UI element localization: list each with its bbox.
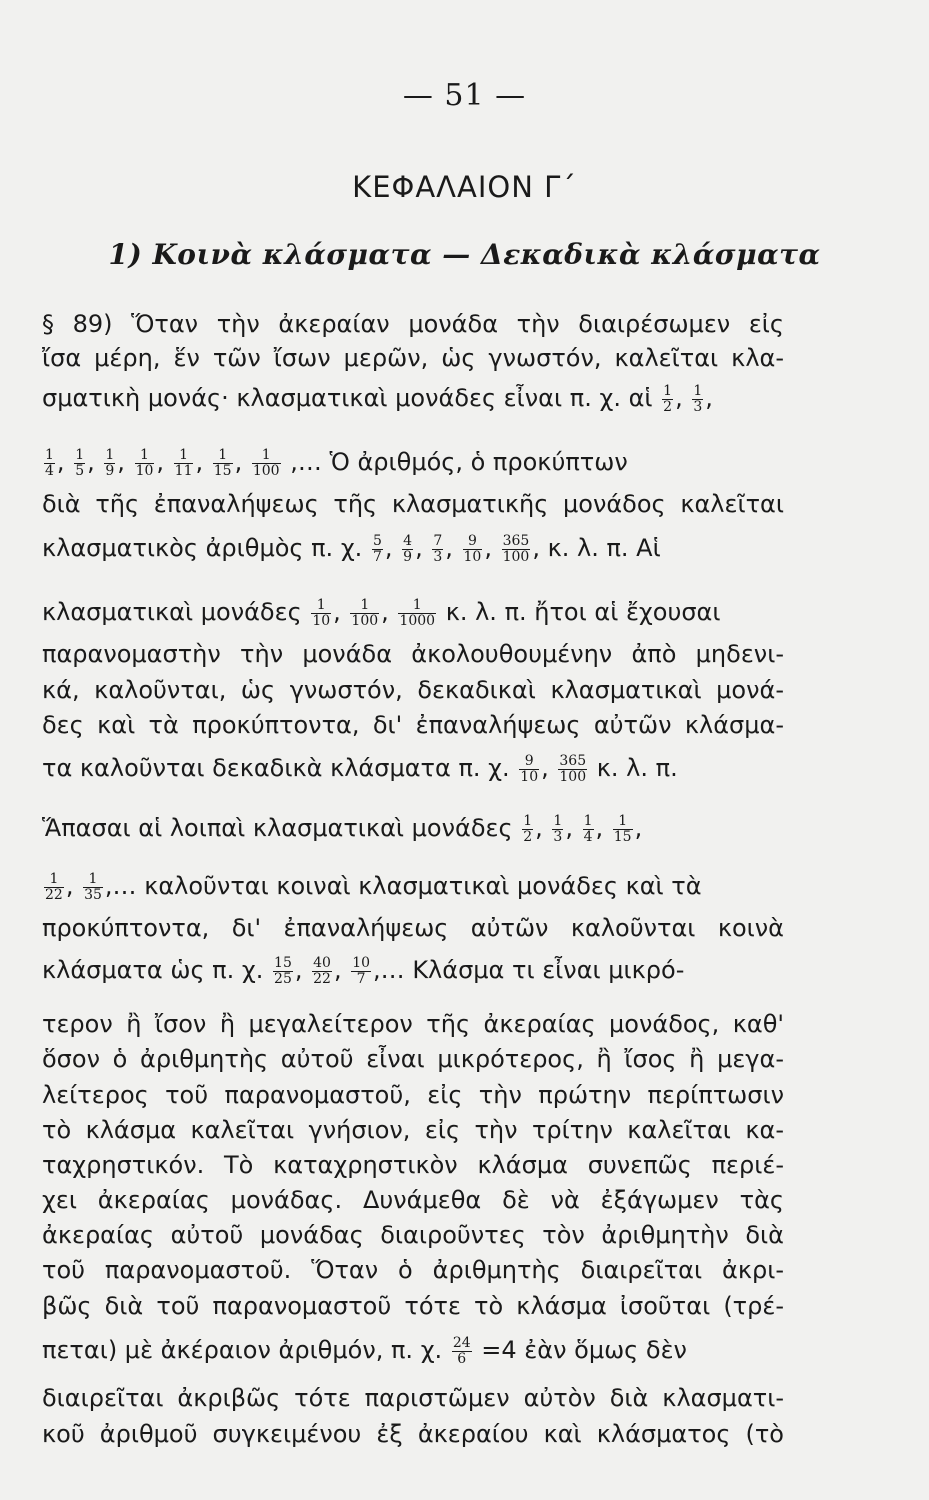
fraction-denominator: 100 (502, 548, 530, 565)
text-line: ταχρηστικόν. Τὸ καταχρηστικὸν κλάσμα συνεπῶς περιέ- (42, 1151, 784, 1179)
fraction-denominator: 10 (520, 768, 539, 785)
fraction-numerator: 1 (45, 446, 54, 463)
fraction (83, 872, 103, 903)
fraction (135, 448, 155, 479)
text-line: διὰ τῆς ἐπαναλήψεως τῆς κλασματικῆς μονάδος καλεῖται (42, 490, 784, 518)
text-line: χει ἀκεραίας μονάδας. Δυνάμεθα δὲ νὰ ἐξάγωμεν τὰς (42, 1186, 784, 1214)
fraction (402, 534, 413, 565)
fraction-numerator: 10 (352, 954, 371, 971)
fraction-numerator: 1 (75, 446, 85, 463)
section-title: 1) Κοινὰ κλάσματα — Δεκαδικὰ κλάσματα (108, 238, 821, 271)
text-line: Ἅπασαι αἱ λοιπαὶ κλασματικαὶ μονάδες $\frac{1}{2}$ , $\frac{1}{3}$ , $\frac{1}{4}$ , $\frac{1}{15}$ , (42, 812, 643, 845)
fraction-denominator: 4 (45, 462, 54, 479)
chapter-heading: ΚΕΦΑΛΑΙΟΝ Γ΄ (352, 170, 577, 204)
fraction-denominator: 10 (463, 548, 482, 565)
fraction-group: $\frac{1}{4}$ , $\frac{1}{5}$ , $\frac{1}{9}$ , $\frac{1}{10}$ , $\frac{1}{11}$ , $\frac{1}{15}$ , $\frac{1}{100}$ (45, 446, 280, 479)
text-line: σματικὴ μονάς· κλασματικαὶ μονάδες εἶναι π. χ. αἱ $\frac{1}{2}$ , $\frac{1}{3}$ , (42, 382, 713, 415)
fraction-numerator: 5 (372, 532, 382, 549)
fraction-denominator: 7 (372, 548, 382, 565)
fraction-numerator: 1 (252, 448, 281, 464)
fraction-numerator: 365 (559, 752, 587, 769)
fraction (613, 814, 633, 845)
fraction-denominator: 15 (613, 828, 632, 845)
fraction-denominator: 9 (403, 548, 413, 565)
fraction-numerator: 4 (403, 532, 413, 549)
fraction (558, 754, 587, 785)
fraction (44, 872, 64, 903)
fraction-numerator: 1 (523, 812, 533, 829)
fraction (104, 448, 115, 479)
text-line: κοῦ ἀριθμοῦ συγκειμένου ἐξ ἀκεραίου καὶ κλάσματος (τὸ (42, 1420, 784, 1448)
fraction-numerator: 1 (311, 598, 331, 614)
fraction-numerator: 9 (519, 754, 539, 770)
fraction-group: $\frac{1}{2}$ , $\frac{1}{3}$ , (663, 382, 713, 415)
fraction (213, 448, 233, 479)
fraction (174, 448, 194, 479)
fraction-denominator: 9 (105, 462, 115, 479)
fraction-numerator: 15 (274, 954, 292, 971)
text-line: ἀκεραίας αὐτοῦ μονάδας διαιροῦντες τὸν ἀριθμητὴν διὰ (42, 1221, 784, 1249)
fraction-group: $\frac{9}{10}$ , $\frac{365}{100}$ (520, 752, 587, 785)
fraction-group: $\frac{1}{2}$ , $\frac{1}{3}$ , $\frac{1}{4}$ , $\frac{1}{15}$ , (523, 812, 643, 845)
fraction-denominator: 7 (356, 970, 366, 987)
fraction-numerator: 1 (135, 448, 155, 464)
fraction (552, 814, 563, 845)
fraction-numerator: 7 (433, 532, 443, 549)
fraction-numerator: 9 (463, 534, 483, 550)
fraction-denominator: 22 (45, 886, 63, 903)
fraction-numerator: 1 (553, 812, 563, 829)
text-line: βῶς διὰ τοῦ παρανομαστοῦ τότε τὸ κλάσμα ἰσοῦται (τρέ- (42, 1292, 784, 1320)
fraction-denominator: 100 (351, 612, 379, 629)
fraction-denominator: 11 (174, 462, 193, 479)
fraction-numerator: 1 (105, 446, 115, 463)
text-line: κλασματικαὶ μονάδες $\frac{1}{10}$ , $\frac{1}{100}$ , $\frac{1}{1000}$ κ. λ. π. ἤτοι αἱ ἔχουσαι (42, 596, 721, 629)
text-line: λείτερος τοῦ παρανομαστοῦ, εἰς τὴν πρώτην περίπτωσιν (42, 1081, 784, 1109)
fraction (351, 956, 371, 987)
text-line: ἴσα μέρη, ἕν τῶν ἴσων μερῶν, ὡς γνωστόν, καλεῖται κλα- (42, 344, 784, 372)
fraction (662, 384, 673, 415)
fraction-numerator: 1 (83, 872, 103, 888)
fraction-denominator: 3 (433, 548, 443, 565)
fraction (311, 598, 331, 629)
text-line: τα καλοῦνται δεκαδικὰ κλάσματα π. χ. $\frac{9}{10}$ , $\frac{365}{100}$ κ. λ. π. (42, 752, 678, 785)
text-line: διαιρεῖται ἀκριβῶς τότε παριστῶμεν αὐτὸν διὰ κλασματι- (42, 1384, 784, 1412)
page-number: — 51 — (402, 78, 527, 113)
fraction-denominator: 3 (553, 828, 563, 845)
fraction (252, 448, 281, 479)
fraction-denominator: 100 (559, 768, 587, 785)
fraction-denominator: 35 (84, 886, 102, 903)
fraction-numerator: 24 (452, 1334, 471, 1351)
text-line: τερον ἢ ἴσον ἢ μεγαλείτερον τῆς ἀκεραίας μονάδος, καθ' (42, 1010, 784, 1038)
fraction (583, 814, 594, 845)
fraction (692, 384, 703, 415)
fraction-group: $\frac{15}{25}$ , $\frac{40}{22}$ , $\frac{10}{7}$ ,… (274, 954, 413, 987)
fraction-numerator: 40 (313, 954, 331, 971)
fraction-numerator: 1 (613, 814, 633, 830)
fraction-denominator: 4 (583, 828, 593, 845)
fraction (502, 534, 531, 565)
fraction-denominator: 10 (312, 612, 331, 629)
fraction-numerator: 1 (213, 448, 233, 464)
fraction (273, 956, 293, 987)
text-line: τοῦ παρανομαστοῦ. Ὅταν ὁ ἀριθμητὴς διαιρεῖται ἀκρι- (42, 1256, 784, 1284)
fraction (398, 598, 436, 629)
fraction-denominator: 5 (75, 462, 85, 479)
fraction-numerator: 1 (44, 872, 64, 888)
fraction (44, 448, 55, 479)
fraction (372, 534, 383, 565)
fraction-denominator: 25 (274, 970, 292, 987)
text-line: § 89) Ὅταν τὴν ἀκεραίαν μονάδα τὴν διαιρέσωμεν εἰς (42, 310, 784, 338)
fraction (522, 814, 533, 845)
fraction-numerator: 1 (583, 812, 593, 829)
text-line: $\frac{1}{22}$ , $\frac{1}{35}$ ,… καλοῦνται κοιναὶ κλασματικαὶ μονάδες καὶ τὰ (42, 868, 784, 904)
fraction (519, 754, 539, 785)
text-line: πεται) μὲ ἀκέραιον ἀριθμόν, π. χ. $\frac{24}{6}$ =4 ἐὰν ὅμως δὲν (42, 1334, 687, 1367)
fraction-denominator: 22 (313, 970, 331, 987)
fraction-group (450, 1334, 474, 1367)
fraction-numerator: 1 (398, 598, 436, 614)
fraction-numerator: 1 (350, 598, 379, 614)
fraction-denominator: 10 (135, 462, 154, 479)
fraction-denominator: 15 (213, 462, 232, 479)
text-line: τὸ κλάσμα καλεῖται γνήσιον, εἰς τὴν τρίτην καλεῖται κα- (42, 1116, 784, 1144)
fraction-denominator: 3 (693, 398, 703, 415)
text-line: παρανομαστὴν τὴν μονάδα ἀκολουθουμένην ἀπὸ μηδενι- (42, 640, 784, 668)
fraction-group: $\frac{1}{22}$ , $\frac{1}{35}$ ,… (45, 870, 145, 903)
text-line: ὅσον ὁ ἀριθμητὴς αὐτοῦ εἶναι μικρότερος, ἢ ἴσος ἢ μεγα- (42, 1045, 784, 1073)
fraction-denominator: 2 (663, 398, 673, 415)
fraction-group: $\frac{1}{10}$ , $\frac{1}{100}$ , $\frac{1}{1000}$ (312, 596, 436, 629)
fraction-numerator: 1 (693, 382, 703, 399)
fraction (312, 956, 332, 987)
fraction (452, 1336, 472, 1367)
text-line: $\frac{1}{4}$ , $\frac{1}{5}$ , $\frac{1}{9}$ , $\frac{1}{10}$ , $\frac{1}{11}$ , $\frac{1}{15}$ , $\frac{1}{100}$ ,… Ὁ ἀριθμός, ὁ προκύπτων (42, 444, 784, 480)
fraction-numerator: 365 (502, 532, 530, 549)
fraction-denominator: 100 (252, 462, 280, 479)
text-line: δες καὶ τὰ προκύπτοντα, δι' ἐπαναλήψεως αὐτῶν κλάσμα- (42, 711, 784, 739)
fraction-numerator: 1 (663, 382, 673, 399)
fraction-denominator: 1000 (399, 612, 436, 629)
fraction-denominator: 2 (523, 828, 533, 845)
fraction (463, 534, 483, 565)
fraction (432, 534, 443, 565)
fraction (74, 448, 85, 479)
fraction (350, 598, 379, 629)
fraction-numerator: 1 (174, 448, 194, 464)
text-line: κλασματικὸς ἀριθμὸς π. χ. $\frac{5}{7}$ , $\frac{4}{9}$ , $\frac{7}{3}$ , $\frac{9}{10}$ , $\frac{365}{100}$ , κ. λ. π. Αἱ (42, 532, 661, 565)
fraction-denominator: 6 (457, 1350, 467, 1367)
text-line: προκύπτοντα, δι' ἐπαναλήψεως αὐτῶν καλοῦνται κοινὰ (42, 914, 784, 942)
text-line: κά, καλοῦνται, ὡς γνωστόν, δεκαδικαὶ κλασματικαὶ μονά- (42, 676, 784, 704)
text-line: κλάσματα ὡς π. χ. $\frac{15}{25}$ , $\frac{40}{22}$ , $\frac{10}{7}$ ,… Κλάσμα τι εἶναι μικρό- (42, 954, 685, 987)
fraction-group: $\frac{5}{7}$ , $\frac{4}{9}$ , $\frac{7}{3}$ , $\frac{9}{10}$ , $\frac{365}{100}$ , (372, 532, 548, 565)
